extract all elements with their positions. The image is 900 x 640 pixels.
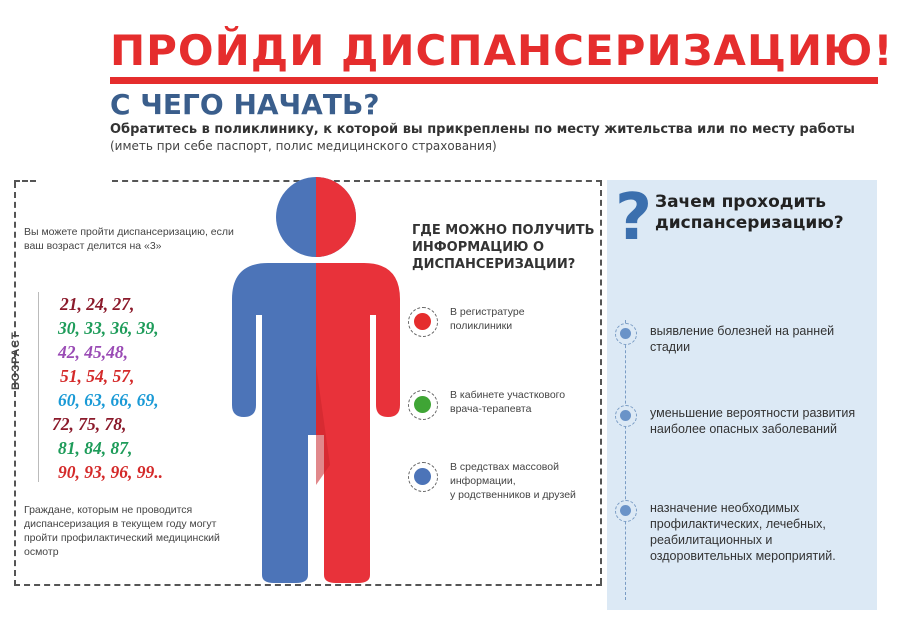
subtitle: С ЧЕГО НАЧАТЬ?	[110, 88, 380, 121]
bullet-dot-icon	[408, 307, 438, 337]
where-item-text: В регистратуре поликлиники	[450, 306, 525, 332]
why-item-text: назначение необходимых профилактических, лечебных, реабилитационных и оздоровительных мероприятий.	[650, 501, 836, 563]
where-item	[408, 388, 603, 438]
where-item-text: В средствах массовой информации, у родственников и друзей	[450, 461, 576, 501]
bullet-dot-icon	[408, 462, 438, 492]
question-mark-icon: ?	[615, 181, 653, 255]
why-connector-line	[625, 320, 626, 600]
where-item	[408, 460, 603, 510]
age-row: 30, 33, 36, 39,	[58, 318, 159, 338]
age-row: 42, 45,48,	[58, 342, 128, 362]
title-bar	[110, 22, 894, 84]
why-panel	[607, 180, 877, 610]
citizens-note: Граждане, которым не проводится диспансеризация в текущем году могут пройти профилактический медицинский осмотр	[24, 504, 220, 558]
figure-head-right	[316, 177, 356, 257]
human-figure-illustration	[222, 165, 412, 585]
why-title: Зачем проходить диспансеризацию?	[655, 192, 844, 233]
bullet-dot-icon	[615, 323, 637, 345]
bullet-dot-icon	[615, 500, 637, 522]
age-row: 51, 54, 57,	[60, 366, 135, 386]
where-item-text: В кабинете участкового врача-терапевта	[450, 389, 566, 415]
age-row: 21, 24, 27,	[60, 294, 135, 314]
age-label: ВОЗРАСТ	[10, 331, 22, 390]
age-row: 60, 63, 66, 69,	[58, 390, 159, 410]
intro-line: Обратитесь в поликлинику, к которой вы прикреплены по месту жительства или по месту работы	[110, 122, 855, 137]
why-item-text: уменьшение вероятности развития наиболее опасных заболеваний	[650, 406, 856, 436]
intro-note: (иметь при себе паспорт, полис медицинского страхования)	[110, 139, 497, 153]
age-row: 81, 84, 87,	[58, 438, 133, 458]
why-item-text: выявление болезней на ранней стадии	[650, 324, 835, 354]
figure-body-right	[316, 263, 400, 583]
age-row: 90, 93, 96, 99..	[58, 462, 163, 482]
bullet-dot-icon	[408, 390, 438, 420]
bullet-dot-icon	[615, 405, 637, 427]
age-divider	[38, 292, 39, 482]
where-item	[408, 305, 603, 355]
figure-body-left	[232, 263, 316, 583]
main-title: ПРОЙДИ ДИСПАНСЕРИЗАЦИЮ!	[110, 26, 894, 75]
age-row: 72, 75, 78,	[52, 414, 127, 434]
where-title: ГДЕ МОЖНО ПОЛУЧИТЬ ИНФОРМАЦИЮ О ДИСПАНСЕРИЗАЦИИ?	[412, 223, 595, 272]
age-intro: Вы можете пройти диспансеризацию, если ваш возраст делится на «3»	[24, 226, 234, 252]
